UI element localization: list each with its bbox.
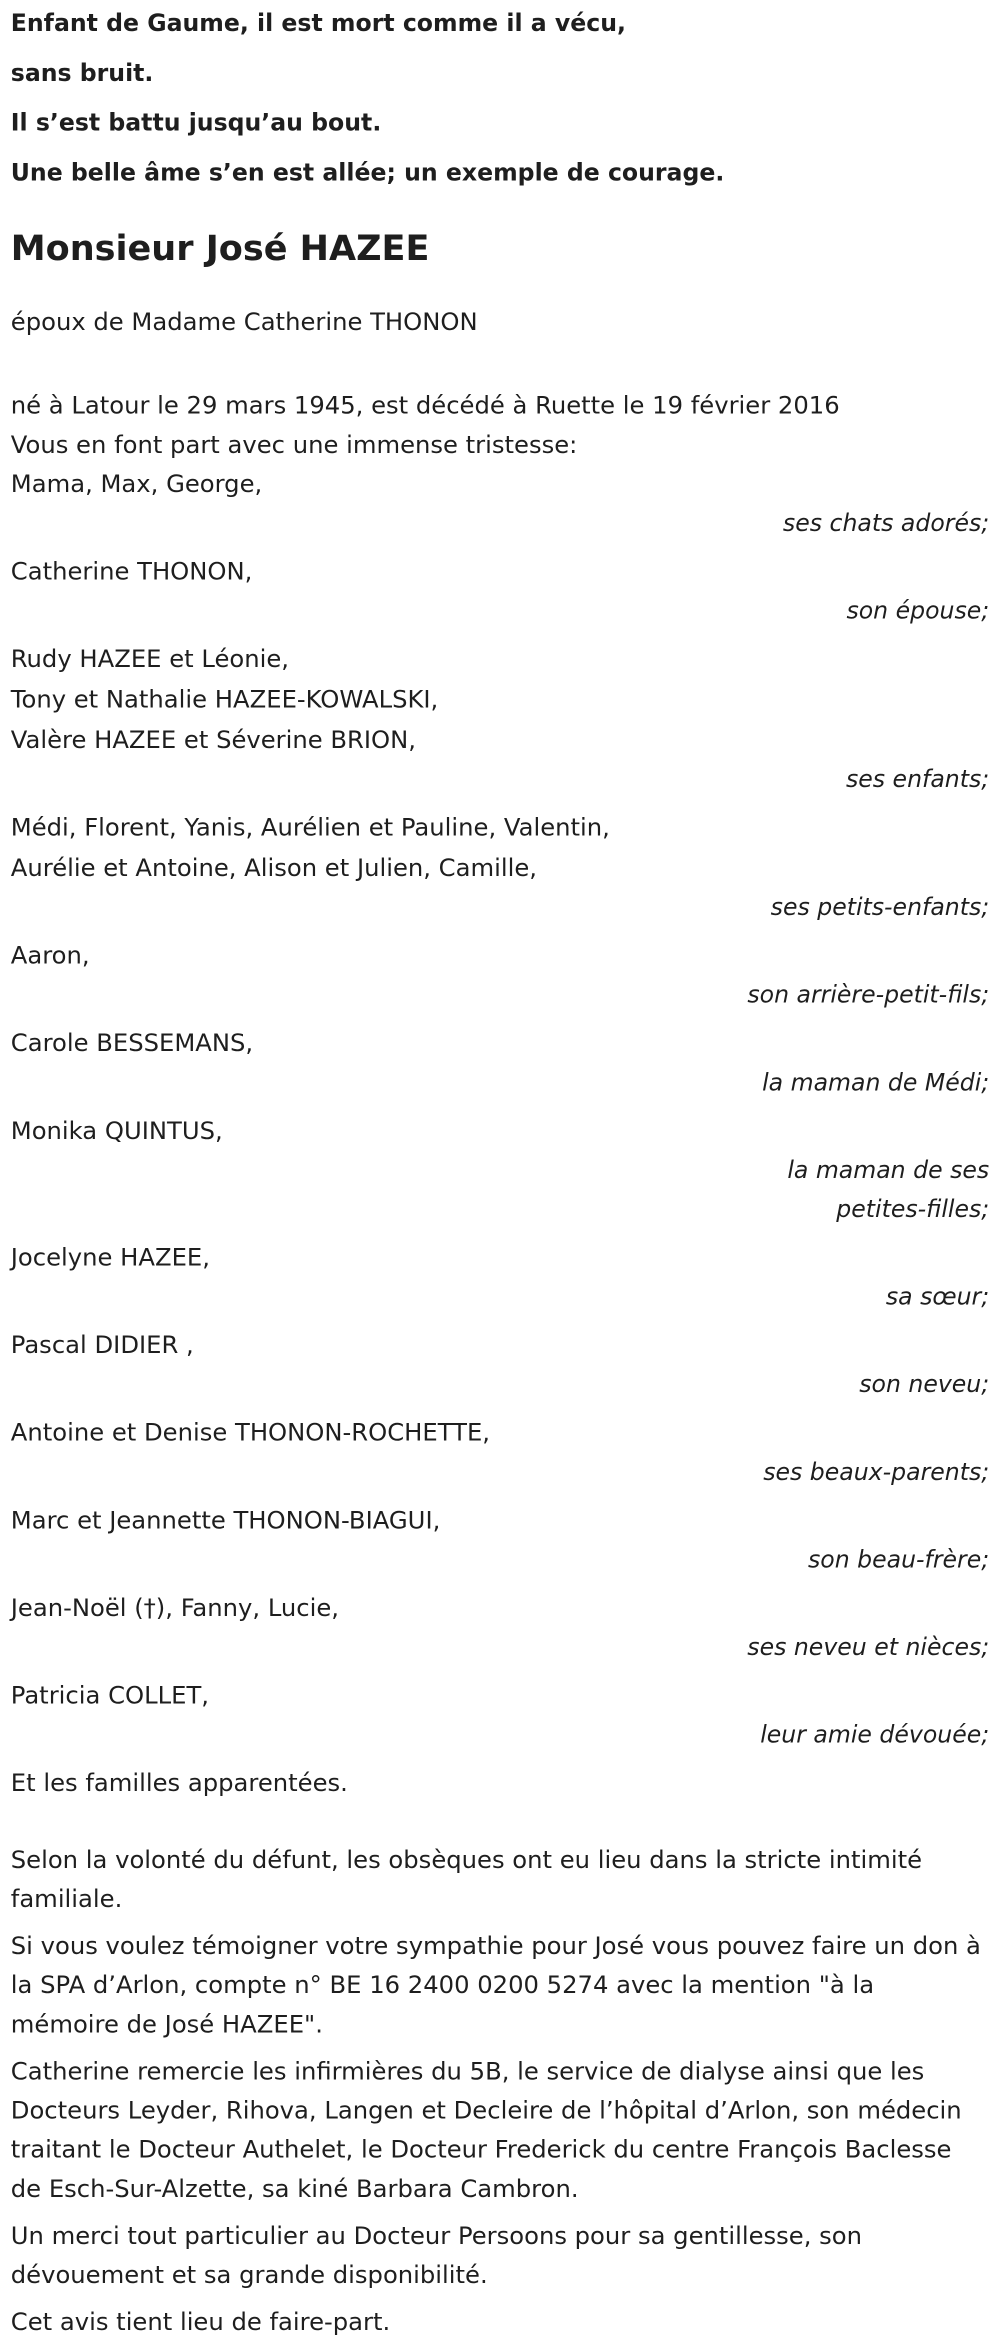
- family-names: Patricia COLLET,: [10, 1681, 209, 1711]
- family-group: [11, 937, 989, 1017]
- family-role: son arrière-petit-fils;: [747, 982, 990, 1010]
- family-role: ses chats adorés;: [782, 510, 990, 538]
- family-names: Pascal DIDIER ,: [10, 1331, 194, 1360]
- birth-death-line: né à Latour le 29 mars 1945, est décédé à Ruette le 19 février 2016: [10, 392, 840, 421]
- family-group: [11, 640, 989, 800]
- family-role: ses neveu et nièces;: [747, 1634, 990, 1662]
- family-role: son neveu;: [859, 1371, 990, 1399]
- epitaph-line: Enfant de Gaume, il est mort comme il a vécu,: [10, 10, 626, 38]
- family-group: [11, 809, 989, 929]
- family-list: [11, 465, 989, 1756]
- family-names: Jocelyne HAZEE,: [10, 1243, 210, 1273]
- family-role: ses enfants;: [845, 766, 990, 794]
- announcement-intro: Vous en font part avec une immense tristesse:: [10, 431, 578, 460]
- family-role: son beau-frère;: [807, 1547, 990, 1575]
- family-names: Antoine et Denise THONON-ROCHETTE,: [10, 1419, 491, 1448]
- family-names: Médi, Florent, Yanis, Aurélien et Pauline, Valentin,: [10, 814, 610, 843]
- family-role: la maman de ses petites-filles;: [787, 1157, 990, 1224]
- closing-line: Et les familles apparentées.: [10, 1769, 348, 1798]
- spouse-line: époux de Madame Catherine THONON: [10, 308, 478, 337]
- family-group: [11, 465, 989, 545]
- notice-paragraph: Un merci tout particulier au Docteur Persoons pour sa gentillesse, son dévouement et sa grande disponibilité.: [10, 2222, 863, 2290]
- family-role: son épouse;: [846, 598, 990, 626]
- deceased-name: Monsieur José HAZEE: [10, 229, 430, 270]
- family-group: [11, 553, 989, 633]
- family-names: Carole BESSEMANS,: [10, 1029, 254, 1058]
- epitaph-line: Une belle âme s’en est allée; un exemple de courage.: [10, 160, 725, 188]
- family-names: Marc et Jeannette THONON-BIAGUI,: [10, 1506, 441, 1536]
- family-names: Mama, Max, George,: [10, 470, 263, 499]
- notice-paragraph: Catherine remercie les infirmières du 5B, le service de dialyse ainsi que les Docteurs Leyder, Rihova, Langen et Decleire de l’hôpital d’Arlon, son médecin traitant le Docteur Authelet, le Docteur Frederick du centre François Baclesse de Esch-Sur-Alzette, sa kiné Barbara Cambron.: [10, 2057, 962, 2204]
- notice-paragraph: Cet avis tient lieu de faire-part.: [10, 2308, 391, 2337]
- family-role: ses petits-enfants;: [770, 894, 990, 922]
- epitaph-line: sans bruit.: [10, 60, 154, 88]
- family-names: Aaron,: [10, 942, 90, 971]
- family-role: leur amie dévouée;: [760, 1722, 990, 1750]
- family-role: ses beaux-parents;: [763, 1459, 990, 1487]
- family-group: [11, 1112, 989, 1231]
- family-role: la maman de Médi;: [762, 1070, 990, 1098]
- family-role: sa sœur;: [885, 1284, 990, 1312]
- family-group: [11, 1501, 989, 1581]
- family-names: Rudy HAZEE et Léonie,: [10, 645, 289, 674]
- epitaph-line: Il s’est battu jusqu’au bout.: [10, 110, 382, 138]
- notice-paragraphs: [11, 1841, 989, 2342]
- family-group: [11, 1024, 989, 1104]
- family-group: [11, 1589, 989, 1669]
- family-group: [11, 1239, 989, 1319]
- family-group: [11, 1326, 989, 1406]
- family-names: Valère HAZEE et Séverine BRION,: [10, 726, 417, 755]
- family-names: Jean-Noël (†), Fanny, Lucie,: [10, 1594, 340, 1623]
- family-names: Aurélie et Antoine, Alison et Julien, Camille,: [10, 854, 537, 883]
- notice-paragraph: Si vous voulez témoigner votre sympathie pour José vous pouvez faire un don à la SPA d’Arlon, compte n° BE 16 2400 0200 5274 avec la mention "à la mémoire de José HAZEE".: [10, 1932, 981, 2040]
- family-names: Catherine THONON,: [10, 557, 253, 587]
- family-group: [11, 1414, 989, 1494]
- notice-paragraph: Selon la volonté du défunt, les obsèques ont eu lieu dans la stricte intimité familiale.: [10, 1846, 923, 1914]
- family-names: Monika QUINTUS,: [10, 1117, 223, 1146]
- family-names: Tony et Nathalie HAZEE-KOWALSKI,: [10, 685, 439, 715]
- epitaph: [11, 0, 989, 199]
- family-group: [11, 1677, 989, 1757]
